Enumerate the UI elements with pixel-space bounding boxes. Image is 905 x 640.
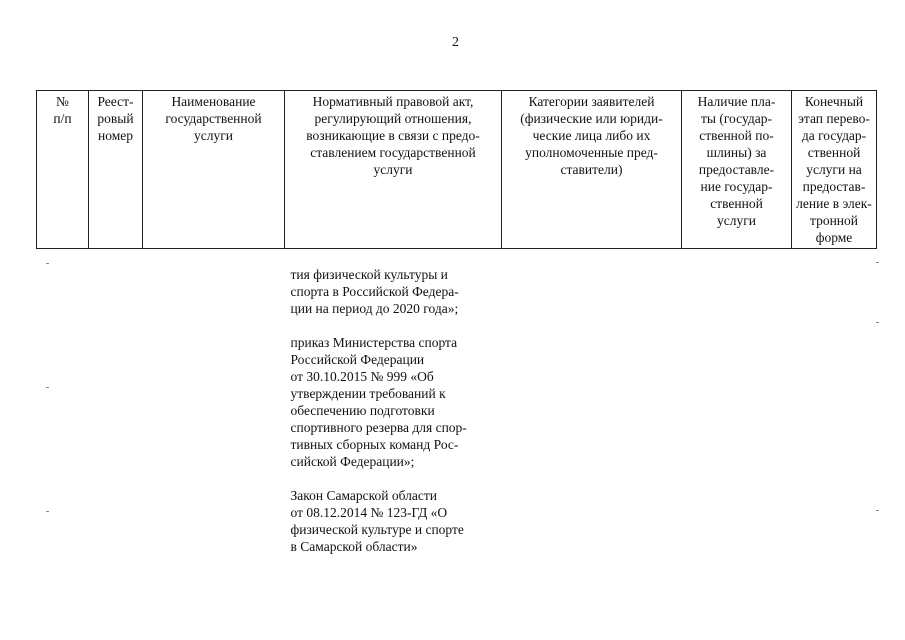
legal-act-paragraph: Закон Самарской области от 08.12.2014 № 123-ГД «О физической культуре и спорте в Самарской области» [290,488,464,554]
page-number: 2 [452,35,459,50]
header-applicant-categories: Категории заявителей (физические или юриди- ческие лица либо их уполномоченные пред- ставители) [502,91,682,249]
scan-artifact [876,262,879,263]
cell-legal-act [285,249,502,573]
header-fee: Наличие пла- ты (государ- ственной по- шлины) за предоставле- ние государ- ственной услуги [682,91,792,249]
header-number: № п/п [37,91,89,249]
legal-act-text [288,249,499,572]
scan-artifact [876,322,879,323]
legal-act-paragraph: приказ Министерства спорта Российской Федерации от 30.10.2015 № 999 «Об утверждении требований к обеспечению подготовки спортивного резерва для спор- тивных сборных команд Рос- сийской Федерации»; [290,335,467,469]
scan-artifact [876,510,879,511]
cell-registry-number [89,249,143,573]
header-legal-act: Нормативный правовой акт, регулирующий отношения, возникающие в связи с предо- ставлением государственной услуги [285,91,502,249]
cell-service-name [143,249,285,573]
services-table [36,90,877,572]
cell-applicant-categories [502,249,682,573]
cell-electronic-stage [792,249,877,573]
cell-fee [682,249,792,573]
table-header-row [37,91,877,249]
table-row [37,249,877,573]
scan-artifact [46,263,49,264]
header-service-name: Наименование государственной услуги [143,91,285,249]
header-registry-number: Реест- ровый номер [89,91,143,249]
cell-number [37,249,89,573]
header-electronic-stage: Конечный этап перево- да государ- ственной услуги на предостав- ление в элек- тронной форме [792,91,877,249]
scan-artifact [46,511,49,512]
legal-act-paragraph: тия физической культуры и спорта в Российской Федера- ции на период до 2020 года»; [290,267,459,316]
scan-artifact [46,387,49,388]
